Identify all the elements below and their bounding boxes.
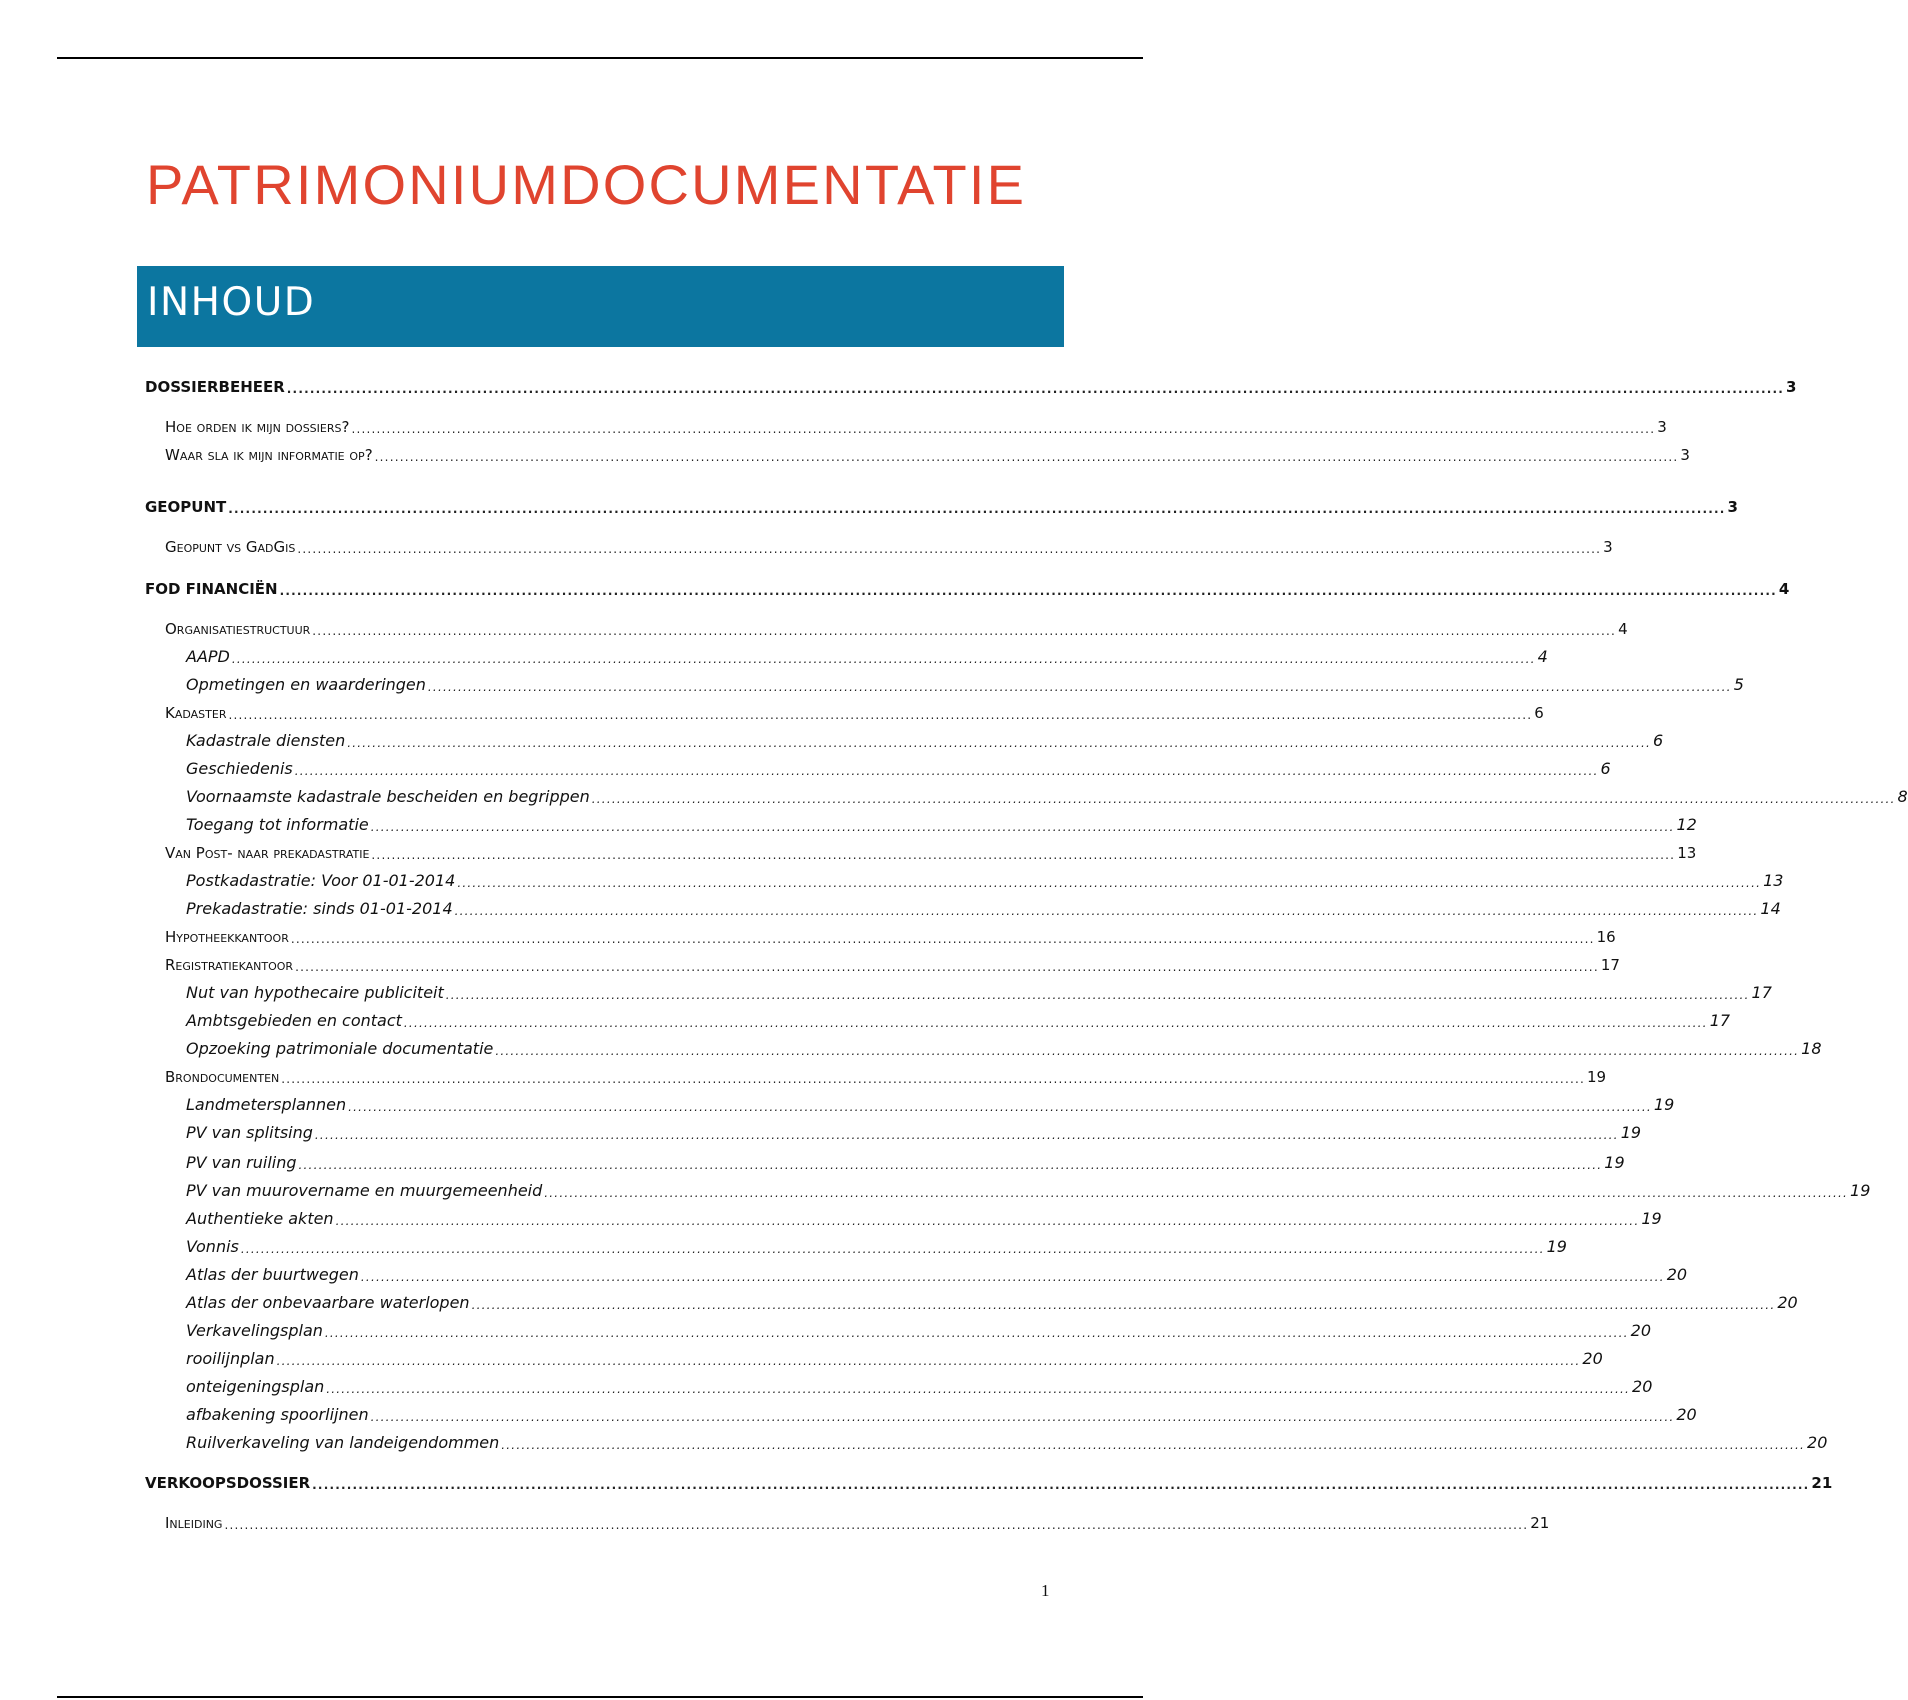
toc-dot-leader: .................................................................................................................................................................................................................................................................... — [314, 1128, 1619, 1142]
toc-entry[interactable] — [145, 532, 1613, 556]
toc-dot-leader: .................................................................................................................................................................................................................................................................... — [286, 382, 1785, 396]
toc-entry-page: 3 — [1786, 378, 1797, 396]
toc-dot-leader: .................................................................................................................................................................................................................................................................... — [294, 764, 1599, 778]
toc-dot-leader: .................................................................................................................................................................................................................................................................... — [445, 988, 1750, 1002]
toc-entry[interactable] — [145, 1090, 1675, 1114]
toc-entry-page: 21 — [1811, 1474, 1833, 1492]
toc-entry[interactable] — [145, 1232, 1567, 1256]
toc-dot-leader: .................................................................................................................................................................................................................................................................... — [324, 1326, 1629, 1340]
toc-entry-title: Inleiding — [165, 1514, 223, 1532]
toc-entry[interactable] — [145, 1316, 1652, 1340]
toc-dot-leader: .................................................................................................................................................................................................................................................................... — [224, 1518, 1529, 1532]
toc-dot-leader: .................................................................................................................................................................................................................................................................... — [290, 932, 1595, 946]
toc-entry-page: 19 — [1604, 1153, 1625, 1172]
toc-dot-leader: .................................................................................................................................................................................................................................................................... — [427, 680, 1732, 694]
toc-entry-title: Kadastrale diensten — [186, 731, 346, 750]
toc-dot-leader: .................................................................................................................................................................................................................................................................... — [335, 1214, 1640, 1228]
toc-entry-page: 6 — [1600, 759, 1611, 778]
toc-entry[interactable] — [145, 1372, 1653, 1396]
toc-dot-leader: .................................................................................................................................................................................................................................................................... — [297, 542, 1602, 556]
toc-entry[interactable] — [145, 1344, 1603, 1368]
toc-entry[interactable] — [145, 642, 1548, 666]
toc-banner — [137, 266, 1064, 347]
toc-entry[interactable] — [145, 866, 1784, 890]
toc-entry-title: Hoe orden ik mijn dossiers? — [165, 418, 350, 436]
toc-entry-page: 17 — [1751, 983, 1772, 1002]
toc-entry-title: VERKOOPSDOSSIER — [145, 1474, 311, 1492]
toc-entry-title: Registratiekantoor — [165, 956, 294, 974]
toc-entry-page: 3 — [1680, 446, 1690, 464]
toc-dot-leader: .................................................................................................................................................................................................................................................................... — [228, 708, 1533, 722]
toc-entry-title: Organisatiestructuur — [165, 620, 311, 638]
toc-entry-title: Nut van hypothecaire publiciteit — [186, 983, 444, 1002]
toc-dot-leader: .................................................................................................................................................................................................................................................................... — [231, 652, 1536, 666]
toc-dot-leader: .................................................................................................................................................................................................................................................................... — [495, 1044, 1800, 1058]
toc-entry[interactable] — [145, 614, 1628, 638]
toc-dot-leader: .................................................................................................................................................................................................................................................................... — [591, 792, 1896, 806]
toc-entry[interactable] — [145, 1508, 1550, 1532]
toc-entry[interactable] — [145, 1260, 1688, 1284]
toc-entry-page: 19 — [1850, 1181, 1871, 1200]
toc-entry-page: 3 — [1657, 418, 1667, 436]
toc-entry-page: 19 — [1641, 1209, 1662, 1228]
toc-dot-leader: .................................................................................................................................................................................................................................................................... — [544, 1186, 1849, 1200]
toc-entry-title: PV van ruiling — [186, 1153, 297, 1172]
toc-entry-page: 4 — [1537, 647, 1548, 666]
toc-entry-page: 8 — [1897, 787, 1908, 806]
toc-heading: INHOUD — [147, 280, 316, 325]
toc-entry-page: 19 — [1620, 1123, 1642, 1142]
toc-entry-title: Ruilverkaveling van landeigendommen — [186, 1433, 500, 1452]
toc-entry[interactable] — [145, 1034, 1822, 1058]
toc-entry-title: Opzoeking patrimoniale documentatie — [186, 1039, 494, 1058]
toc-entry-title: DOSSIERBEHEER — [145, 378, 285, 396]
toc-dot-leader: .................................................................................................................................................................................................................................................................... — [298, 1158, 1603, 1172]
toc-entry-title: Hypotheekkantoor — [165, 928, 289, 946]
toc-entry-page: 20 — [1676, 1405, 1697, 1424]
toc-entry-title: Postkadastratie: Voor 01-01-2014 — [186, 871, 456, 890]
toc-entry-page: 6 — [1653, 731, 1664, 750]
toc-entry-page: 4 — [1778, 580, 1790, 598]
toc-entry-page: 20 — [1777, 1293, 1798, 1312]
toc-entry-title: Kadaster — [165, 704, 227, 722]
toc-entry-page: 14 — [1760, 899, 1781, 918]
footer-rule — [57, 1696, 1143, 1698]
toc-entry-page: 16 — [1596, 928, 1616, 946]
toc-entry-title: Toegang tot informatie — [186, 815, 369, 834]
toc-entry-title: Landmetersplannen — [186, 1095, 347, 1114]
toc-entry[interactable] — [145, 1468, 1833, 1492]
toc-entry[interactable] — [145, 922, 1616, 946]
toc-dot-leader: .................................................................................................................................................................................................................................................................... — [276, 1354, 1581, 1368]
toc-dot-leader: .................................................................................................................................................................................................................................................................... — [454, 904, 1759, 918]
toc-entry-title: Atlas der buurtwegen — [186, 1265, 359, 1284]
header-rule — [57, 57, 1143, 59]
toc-entry[interactable] — [145, 1204, 1662, 1228]
toc-dot-leader: .................................................................................................................................................................................................................................................................... — [370, 1410, 1675, 1424]
toc-dot-leader: .................................................................................................................................................................................................................................................................... — [312, 1478, 1810, 1492]
toc-entry-page: 13 — [1677, 844, 1697, 862]
toc-entry-title: Ambtsgebieden en contact — [186, 1011, 402, 1030]
toc-entry[interactable] — [145, 1288, 1798, 1312]
toc-entry[interactable] — [145, 492, 1738, 516]
toc-entry-title: Geschiedenis — [186, 759, 293, 778]
toc-entry-page: 19 — [1653, 1095, 1675, 1114]
toc-entry-title: Vonnis — [186, 1237, 239, 1256]
toc-dot-leader: .................................................................................................................................................................................................................................................................... — [312, 624, 1617, 638]
toc-entry-title: Waar sla ik mijn informatie op? — [165, 446, 373, 464]
toc-entry-title: Geopunt vs GadGis — [165, 538, 296, 556]
toc-entry[interactable] — [145, 894, 1781, 918]
toc-entry[interactable] — [145, 574, 1790, 598]
toc-entry-page: 13 — [1763, 871, 1784, 890]
toc-entry-title: Van Post- naar prekadastratie — [165, 844, 370, 862]
toc-dot-leader: .................................................................................................................................................................................................................................................................... — [228, 502, 1726, 516]
toc-entry[interactable] — [145, 698, 1544, 722]
toc-entry-title: afbakening spoorlijnen — [186, 1405, 369, 1424]
toc-entry-title: Voornaamste kadastrale bescheiden en begrippen — [186, 787, 590, 806]
toc-entry-page: 20 — [1582, 1349, 1603, 1368]
toc-entry-page: 17 — [1709, 1011, 1731, 1030]
toc-entry[interactable] — [145, 1118, 1642, 1142]
toc-entry-title: Opmetingen en waarderingen — [186, 675, 426, 694]
toc-entry[interactable] — [145, 726, 1664, 750]
toc-entry-title: onteigeningsplan — [186, 1377, 325, 1396]
toc-dot-leader: .................................................................................................................................................................................................................................................................... — [501, 1438, 1806, 1452]
toc-entry[interactable] — [145, 670, 1744, 694]
toc-entry[interactable] — [145, 810, 1697, 834]
toc-entry-page: 19 — [1546, 1237, 1567, 1256]
toc-entry-page: 20 — [1632, 1377, 1653, 1396]
toc-dot-leader: .................................................................................................................................................................................................................................................................... — [371, 848, 1676, 862]
toc-entry[interactable] — [145, 754, 1611, 778]
toc-entry-page: 12 — [1676, 815, 1697, 834]
toc-entry-title: Prekadastratie: sinds 01-01-2014 — [186, 899, 453, 918]
toc-entry[interactable] — [145, 838, 1697, 862]
toc-entry-page: 6 — [1534, 704, 1544, 722]
toc-dot-leader: .................................................................................................................................................................................................................................................................... — [281, 1072, 1586, 1086]
toc-dot-leader: .................................................................................................................................................................................................................................................................... — [351, 422, 1656, 436]
toc-entry-page: 20 — [1807, 1433, 1828, 1452]
toc-dot-leader: .................................................................................................................................................................................................................................................................... — [457, 876, 1762, 890]
toc-entry-title: PV van splitsing — [186, 1123, 313, 1142]
toc-entry[interactable] — [145, 440, 1690, 464]
toc-entry[interactable] — [145, 1062, 1607, 1086]
toc-dot-leader: .................................................................................................................................................................................................................................................................... — [403, 1016, 1708, 1030]
toc-entry[interactable] — [145, 782, 1908, 806]
toc-entry-page: 20 — [1666, 1265, 1688, 1284]
toc-entry-title: Authentieke akten — [186, 1209, 334, 1228]
toc-entry[interactable] — [145, 1148, 1625, 1172]
toc-entry-page: 5 — [1733, 675, 1744, 694]
toc-entry-page: 20 — [1630, 1321, 1652, 1340]
toc-entry[interactable] — [145, 1428, 1828, 1452]
toc-entry-page: 21 — [1530, 1514, 1550, 1532]
toc-entry[interactable] — [145, 412, 1667, 436]
toc-entry-title: Atlas der onbevaarbare waterlopen — [186, 1293, 470, 1312]
toc-entry[interactable] — [145, 372, 1797, 396]
toc-entry[interactable] — [145, 1006, 1731, 1030]
toc-entry-title: Brondocumenten — [165, 1068, 280, 1086]
toc-dot-leader: .................................................................................................................................................................................................................................................................... — [279, 584, 1777, 598]
toc-dot-leader: .................................................................................................................................................................................................................................................................... — [295, 960, 1599, 974]
toc-entry-title: GEOPUNT — [145, 498, 227, 516]
toc-dot-leader: .................................................................................................................................................................................................................................................................... — [374, 450, 1679, 464]
toc-dot-leader: .................................................................................................................................................................................................................................................................... — [348, 1100, 1652, 1114]
toc-entry-title: FOD FINANCIËN — [145, 580, 278, 598]
toc-entry-page: 18 — [1801, 1039, 1822, 1058]
toc-entry-title: PV van muurovername en muurgemeenheid — [186, 1181, 543, 1200]
toc-dot-leader: .................................................................................................................................................................................................................................................................... — [326, 1382, 1631, 1396]
toc-entry-title: AAPD — [186, 647, 230, 666]
toc-entry[interactable] — [145, 950, 1620, 974]
toc-dot-leader: .................................................................................................................................................................................................................................................................... — [370, 820, 1675, 834]
toc-entry[interactable] — [145, 1400, 1697, 1424]
toc-dot-leader: .................................................................................................................................................................................................................................................................... — [471, 1298, 1776, 1312]
document-title: PATRIMONIUMDOCUMENTATIE — [146, 153, 1027, 216]
page-number: 1 — [1041, 1581, 1050, 1600]
toc-entry-page: 4 — [1618, 620, 1628, 638]
toc-entry-title: rooilijnplan — [186, 1349, 275, 1368]
toc-entry-page: 19 — [1587, 1068, 1607, 1086]
toc-dot-leader: .................................................................................................................................................................................................................................................................... — [347, 736, 1651, 750]
toc-entry-page: 17 — [1600, 956, 1620, 974]
toc-entry-page: 3 — [1727, 498, 1738, 516]
toc-entry-title: Verkavelingsplan — [186, 1321, 323, 1340]
toc-entry[interactable] — [145, 978, 1772, 1002]
toc-entry-page: 3 — [1603, 538, 1613, 556]
toc-entry[interactable] — [145, 1176, 1871, 1200]
toc-dot-leader: .................................................................................................................................................................................................................................................................... — [360, 1270, 1665, 1284]
toc-dot-leader: .................................................................................................................................................................................................................................................................... — [240, 1242, 1545, 1256]
